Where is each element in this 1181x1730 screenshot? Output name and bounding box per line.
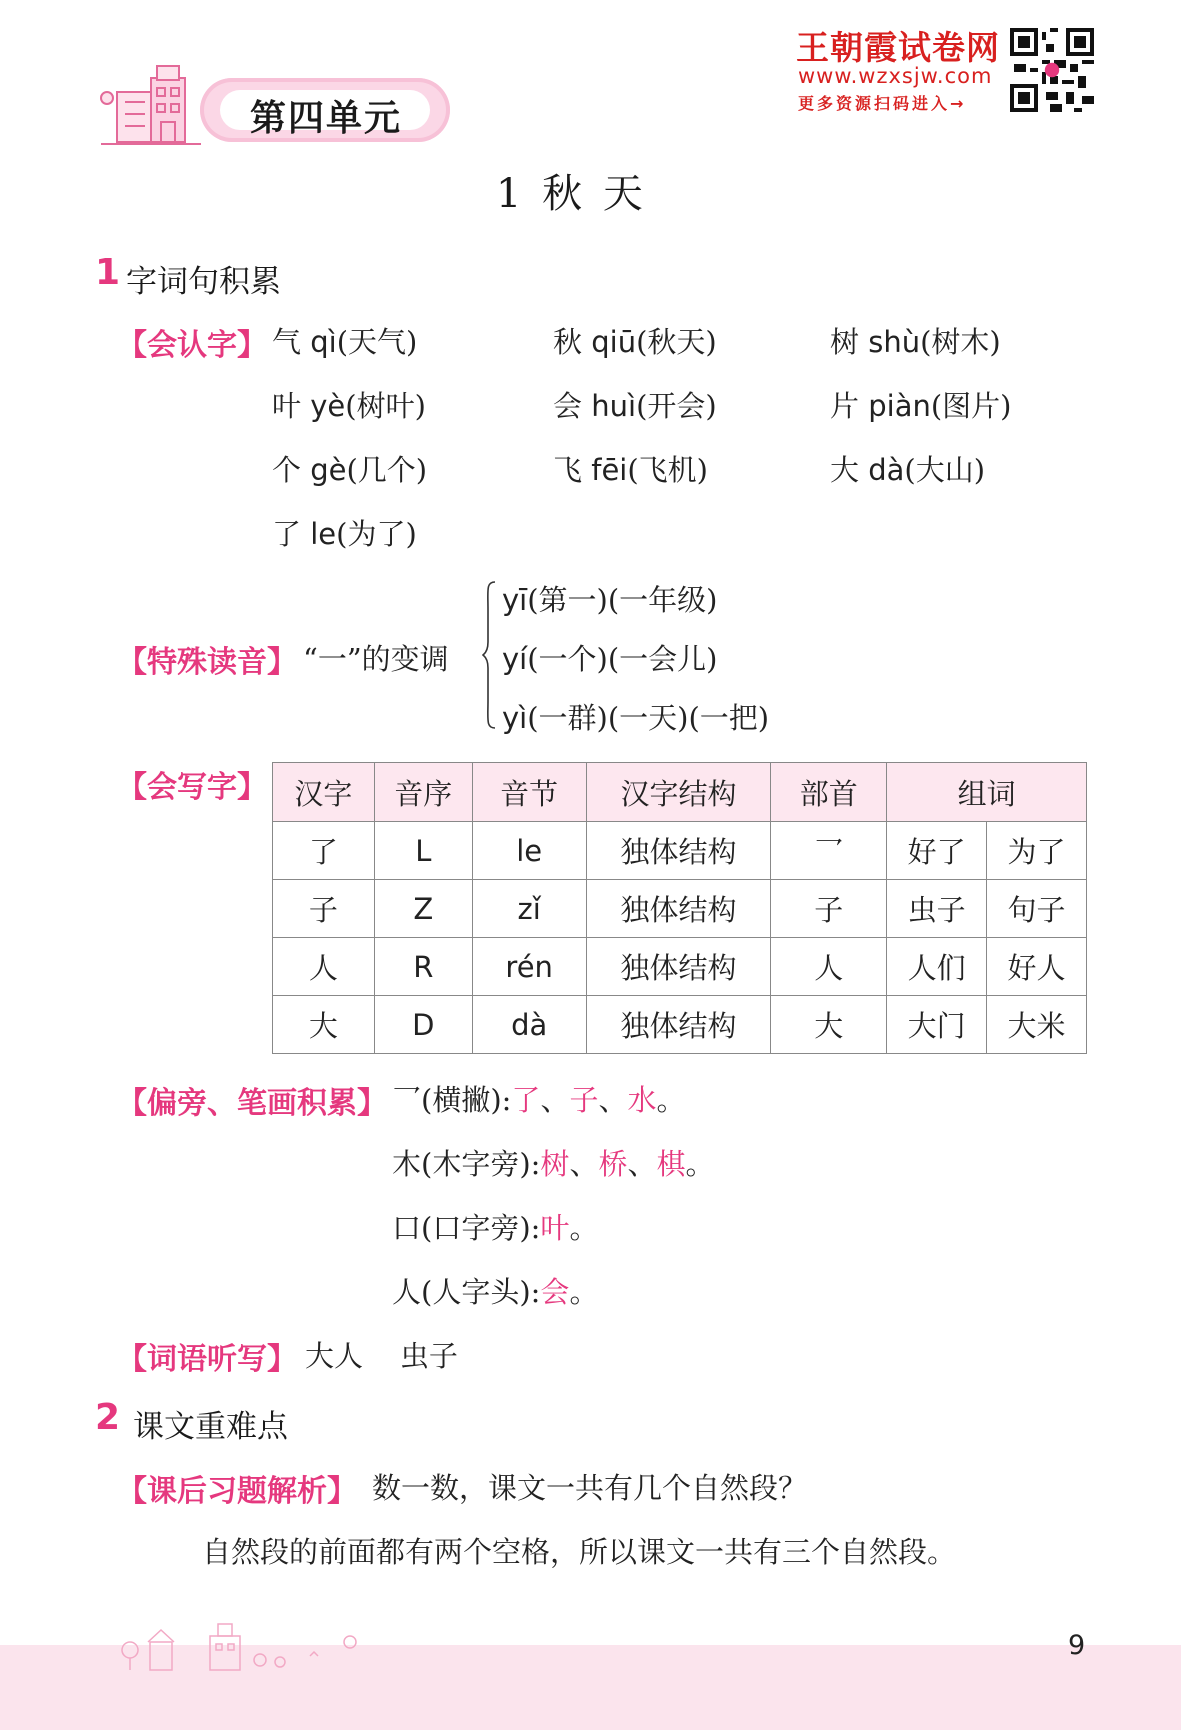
recognize-item: 飞 fēi(飞机) — [553, 453, 708, 487]
table-row — [273, 996, 1087, 1054]
table-row — [273, 822, 1087, 880]
building-illustration — [95, 58, 205, 150]
table-cell: Z — [374, 880, 472, 938]
table-cell: 为了 — [987, 822, 1087, 880]
table-cell: 大 — [273, 996, 375, 1054]
lesson-title: 1 秋 天 — [496, 171, 647, 217]
table-cell: 子 — [771, 880, 887, 938]
table-row — [273, 938, 1087, 996]
special-reading-line: yì(一群)(一天)(一把) — [502, 701, 770, 735]
section-title: 字词句积累 — [126, 264, 281, 300]
page-number: 9 — [1068, 1630, 1086, 1661]
table-header: 音序 — [374, 763, 472, 822]
section-number: 1 — [95, 252, 121, 293]
table-cell: 独体结构 — [586, 938, 771, 996]
table-cell: 好人 — [987, 938, 1087, 996]
table-cell: 好了 — [887, 822, 987, 880]
exercise-answer: 自然段的前面都有两个空格，所以课文一共有三个自然段。 — [202, 1535, 957, 1569]
table-cell: zǐ — [472, 880, 586, 938]
table-header: 汉字结构 — [586, 763, 771, 822]
radical-line: 木(木字旁):树、桥、棋。 — [392, 1147, 715, 1181]
table-cell: 人 — [273, 938, 375, 996]
radical-line: 人(人字头):会。 — [392, 1275, 599, 1309]
section-title: 课文重难点 — [133, 1409, 288, 1445]
table-cell: 乛 — [771, 822, 887, 880]
table-cell: le — [472, 822, 586, 880]
footer-illustration — [110, 1612, 380, 1672]
special-reading-line: yí(一个)(一会儿) — [502, 642, 718, 676]
table-cell: dà — [472, 996, 586, 1054]
table-cell: 独体结构 — [586, 996, 771, 1054]
recognize-item: 树 shù(树木) — [830, 325, 1001, 359]
special-reading-tag: 【特殊读音】 — [117, 645, 297, 680]
table-cell: 大 — [771, 996, 887, 1054]
special-reading-label: “一”的变调 — [303, 642, 449, 676]
brand-name: 王朝霞试卷网 — [796, 28, 1000, 67]
write-tag: 【会写字】 — [117, 770, 267, 805]
table-cell: 虫子 — [887, 880, 987, 938]
recognize-item: 会 huì(开会) — [553, 389, 717, 423]
recognize-item: 个 gè(几个) — [272, 453, 428, 487]
exercise-question: 数一数，课文一共有几个自然段？ — [372, 1471, 808, 1505]
radicals-tag: 【偏旁、笔画积累】 — [117, 1086, 387, 1121]
recognize-item: 叶 yè(树叶) — [272, 389, 426, 423]
table-header: 部首 — [771, 763, 887, 822]
table-header: 汉字 — [273, 763, 375, 822]
table-cell: 了 — [273, 822, 375, 880]
table-header-row — [273, 763, 1087, 822]
recognize-item: 大 dà(大山) — [830, 453, 986, 487]
table-cell: 人 — [771, 938, 887, 996]
recognize-item: 了 le(为了) — [272, 517, 417, 551]
dictation-tag: 【词语听写】 — [117, 1342, 297, 1377]
table-cell: R — [374, 938, 472, 996]
exercise-tag: 【课后习题解析】 — [117, 1474, 357, 1509]
recognize-item: 气 qì(天气) — [272, 325, 418, 359]
unit-title: 第四单元 — [250, 98, 403, 139]
recognize-item: 秋 qiū(秋天) — [553, 325, 717, 359]
recognize-tag: 【会认字】 — [117, 328, 267, 363]
radical-line: 口(口字旁):叶。 — [392, 1211, 599, 1245]
table-row — [273, 880, 1087, 938]
table-cell: 大门 — [887, 996, 987, 1054]
table-cell: 独体结构 — [586, 822, 771, 880]
table-cell: L — [374, 822, 472, 880]
recognize-item: 片 piàn(图片) — [830, 389, 1012, 423]
radical-line: 乛(横撇):了、子、水。 — [392, 1083, 686, 1117]
table-header: 组词 — [887, 763, 1087, 822]
special-reading-line: yī(第一)(一年级) — [502, 583, 718, 617]
brand-url: www.wzxsjw.com — [798, 64, 993, 88]
table-cell: 独体结构 — [586, 880, 771, 938]
dictation-words: 大人 虫子 — [305, 1339, 458, 1373]
table-cell: D — [374, 996, 472, 1054]
table-cell: 子 — [273, 880, 375, 938]
table-cell: 人们 — [887, 938, 987, 996]
characters-table — [272, 762, 1087, 1054]
brand-more-link[interactable]: 更多资源扫码进入→ — [798, 94, 967, 113]
qr-code-icon[interactable] — [1010, 28, 1094, 112]
table-cell: 大米 — [987, 996, 1087, 1054]
table-cell: 句子 — [987, 880, 1087, 938]
table-cell: rén — [472, 938, 586, 996]
left-brace — [482, 580, 496, 730]
section-number: 2 — [95, 1397, 121, 1438]
table-header: 音节 — [472, 763, 586, 822]
